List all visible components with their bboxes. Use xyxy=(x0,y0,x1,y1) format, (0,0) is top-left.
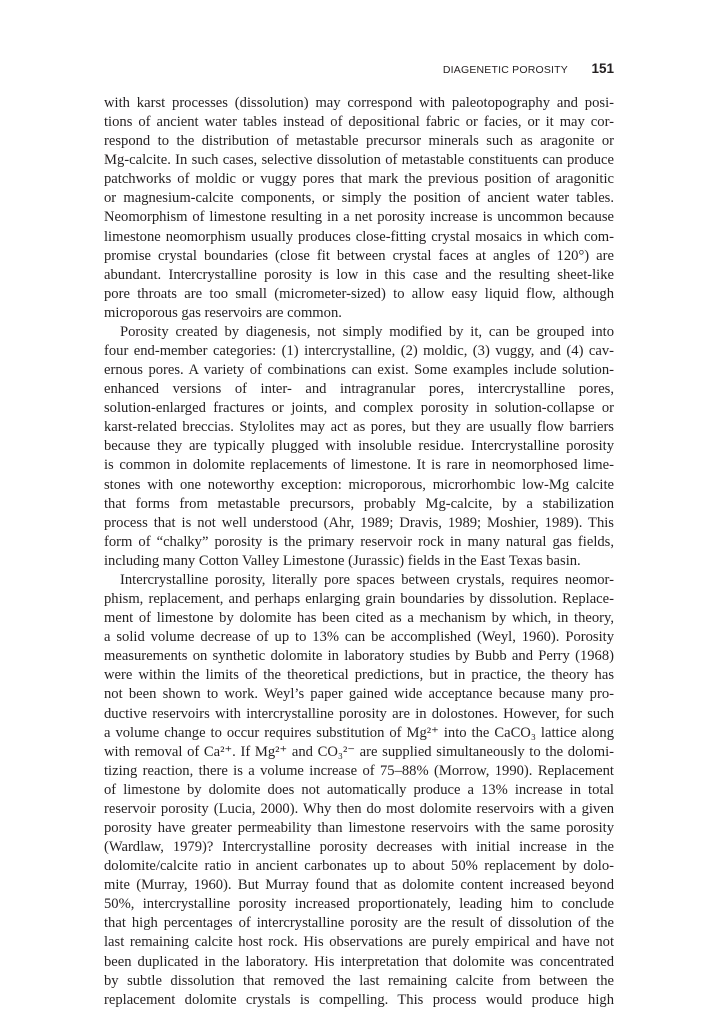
text-line: (Wardlaw, 1979)? Intercrystalline porosity decreases with initial increase in the xyxy=(104,839,614,856)
text-line: mite (Murray, 1960). But Murray found that as dolomite content increased beyond xyxy=(104,877,614,894)
text-line: four end-member categories: (1) intercrystalline, (2) moldic, (3) vuggy, and (4) cav- xyxy=(104,343,614,360)
text-line: replacement dolomite crystals is compelling. This process would produce high xyxy=(104,991,614,1008)
text-line: stones with one noteworthy exception: microporous, microrhombic low-Mg calcite xyxy=(104,476,614,493)
text-line: been duplicated in the laboratory. His interpretation that dolomite was concentrated xyxy=(104,953,614,970)
text-line: that high percentages of intercrystalline porosity are the result of dissolution of the xyxy=(104,915,614,932)
text-line: promise crystal boundaries (close fit between crystal faces at angles of 120°) are xyxy=(104,247,614,264)
paragraph xyxy=(104,94,614,323)
text-line: patchworks of moldic or vuggy pores that mark the previous position of aragonitic xyxy=(104,171,614,188)
text-line: pore throats are too small (micrometer-sized) to allow easy liquid flow, although xyxy=(104,285,614,302)
text-line: abundant. Intercrystalline porosity is low in this case and the resulting sheet-like xyxy=(104,266,614,283)
text-line: 50%, intercrystalline porosity increased proportionately, leading him to conclude xyxy=(104,896,614,913)
text-line: reservoir porosity (Lucia, 2000). Why then do most dolomite reservoirs with a given xyxy=(104,800,614,817)
page-number: 151 xyxy=(591,61,614,76)
text-line: is common in dolomite replacements of limestone. It is rare in neomorphosed lime- xyxy=(104,457,614,474)
text-line: solution-enlarged fractures or joints, and complex porosity in solution-collapse or xyxy=(104,400,614,417)
text-line: measurements on synthetic dolomite in laboratory studies by Bubb and Perry (1968) xyxy=(104,648,614,665)
body-text xyxy=(104,94,614,1010)
text-line: because they are typically plugged with insoluble residue. Intercrystalline porosity xyxy=(104,438,614,455)
text-line: porosity have greater permeability than limestone reservoirs with the same porosity xyxy=(104,819,614,836)
paragraph xyxy=(104,323,614,571)
text-line: limestone neomorphism usually produces close-fitting crystal mosaics in which com- xyxy=(104,228,614,245)
text-line: enhanced versions of inter- and intragranular pores, intercrystalline pores, xyxy=(104,381,614,398)
text-line: karst-related breccias. Stylolites may act as pores, but they are usually flow barriers xyxy=(104,419,614,436)
text-line: ment of limestone by dolomite has been cited as a mechanism by which, in theory, xyxy=(104,610,614,627)
text-line: a solid volume decrease of up to 13% can be accomplished (Weyl, 1960). Porosity xyxy=(104,629,614,646)
text-line: of limestone by dolomite does not automatically produce a 13% increase in total xyxy=(104,781,614,798)
text-line: last remaining calcite host rock. His observations are purely empirical and have not xyxy=(104,934,614,951)
text-line: Mg-calcite. In such cases, selective dissolution of metastable constituents can produce xyxy=(104,152,614,169)
text-line: Porosity created by diagenesis, not simply modified by it, can be grouped into xyxy=(120,323,614,340)
text-line: microporous gas reservoirs are common. xyxy=(104,304,342,321)
text-line: with removal of Ca²⁺. If Mg²⁺ and CO₃²⁻ are supplied simultaneously to the dolomi- xyxy=(104,743,614,760)
text-line: a volume change to occur requires substitution of Mg²⁺ into the CaCO₃ lattice along xyxy=(104,724,614,741)
text-line: dolomite/calcite ratio in ancient carbonates up to about 50% replacement by dolo- xyxy=(104,858,614,875)
text-line: not been shown to work. Weyl’s paper gained wide acceptance because many pro- xyxy=(104,686,614,703)
text-line: or magnesium-calcite components, or simply the position of ancient water tables. xyxy=(104,190,614,207)
text-line: process that is not well understood (Ahr, 1989; Dravis, 1989; Moshier, 1989). This xyxy=(104,514,614,531)
text-line: were within the limits of the theoretical predictions, but in practice, the theory has xyxy=(104,667,614,684)
text-line: tions of ancient water tables instead of depositional fabric or facies, or it may cor- xyxy=(104,114,614,131)
text-line: including many Cotton Valley Limestone (Jurassic) fields in the East Texas basin. xyxy=(104,552,581,569)
running-head: DIAGENETIC POROSITY xyxy=(442,64,568,76)
text-line: by subtle dissolution that removed the last remaining calcite from between the xyxy=(104,972,614,989)
text-line: that forms from metastable precursors, probably Mg-calcite, by a stabilization xyxy=(104,495,614,512)
text-line: tizing reaction, there is a volume increase of 75–88% (Morrow, 1990). Replacement xyxy=(104,762,614,779)
text-line: with karst processes (dissolution) may correspond with paleotopography and posi- xyxy=(104,95,614,111)
paragraph xyxy=(104,571,614,1010)
text-line: ernous pores. A variety of combinations can exist. Some examples include solution- xyxy=(104,362,614,379)
text-line: Neomorphism of limestone resulting in a net porosity increase is uncommon because xyxy=(104,209,614,226)
text-line: Intercrystalline porosity, literally pore spaces between crystals, requires neomor- xyxy=(120,571,614,588)
page-header xyxy=(104,62,614,78)
text-line: form of “chalky” porosity is the primary reservoir rock in many natural gas fields, xyxy=(104,533,614,550)
text-line: phism, replacement, and perhaps enlarging grain boundaries by dissolution. Replace- xyxy=(104,591,614,608)
text-line: ductive reservoirs with intercrystalline porosity are in dolostones. However, for such xyxy=(104,705,614,722)
text-line: respond to the distribution of metastable precursor minerals such as aragonite or xyxy=(104,133,614,150)
